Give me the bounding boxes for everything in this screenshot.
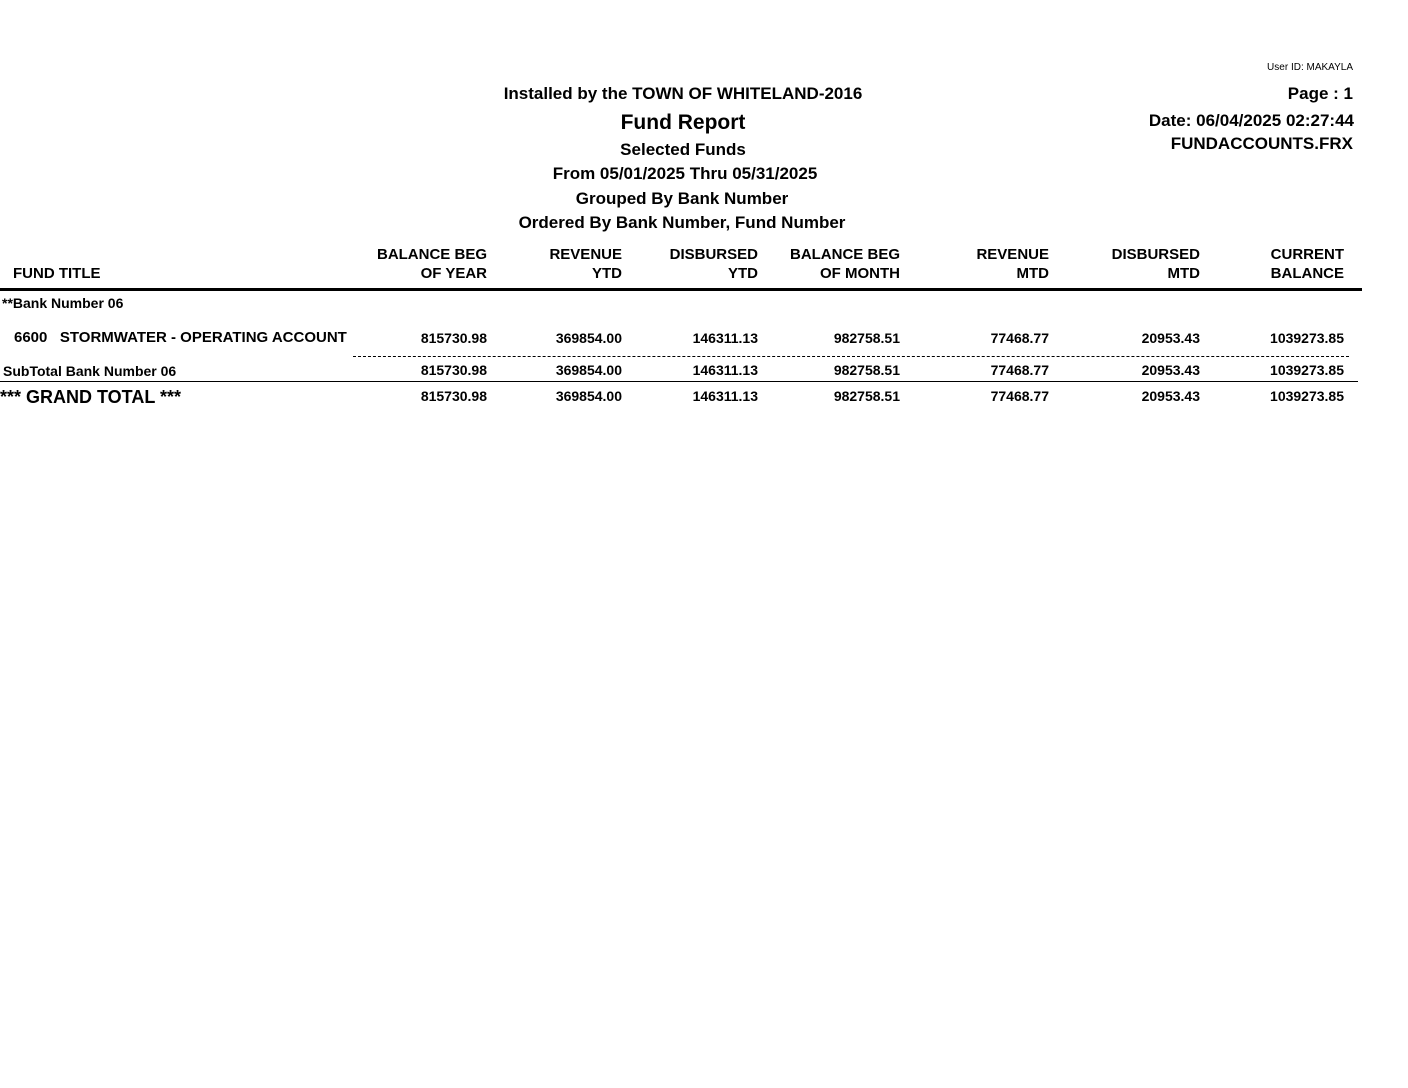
- page-number: Page : 1: [1287, 84, 1353, 103]
- subtotal-rev-mtd: 77468.77: [990, 362, 1049, 378]
- subtotal-bal-beg-month: 982758.51: [833, 362, 900, 378]
- fund-bal-beg-year: 815730.98: [420, 330, 487, 346]
- subtotal-rev-ytd: 369854.00: [555, 362, 622, 378]
- report-date: Date: 06/04/2025 02:27:44: [1148, 111, 1354, 130]
- subtotal-disb-ytd: 146311.13: [692, 362, 758, 378]
- form-name: FUNDACCOUNTS.FRX: [1170, 134, 1353, 153]
- col-disbursed-mtd: DISBURSED MTD: [1111, 246, 1200, 282]
- grouped-by: Grouped By Bank Number: [575, 189, 789, 208]
- selected-funds: Selected Funds: [620, 140, 746, 159]
- grand-bal-beg-year: 815730.98: [420, 388, 487, 404]
- fund-disb-ytd: 146311.13: [692, 330, 758, 346]
- group-label: **Bank Number 06: [2, 295, 124, 311]
- grand-total-label: *** GRAND TOTAL ***: [0, 387, 182, 407]
- fund-number: 6600: [14, 329, 48, 346]
- grand-bal-beg-month: 982758.51: [833, 388, 900, 404]
- grand-disb-ytd: 146311.13: [692, 388, 758, 404]
- col-fund-title: FUND TITLE: [13, 265, 101, 282]
- grand-rev-mtd: 77468.77: [990, 388, 1049, 404]
- subtotal-dash-rule: [353, 356, 1349, 357]
- fund-title: STORMWATER - OPERATING ACCOUNT: [59, 329, 347, 346]
- installed-by: Installed by the TOWN OF WHITELAND-2016: [503, 84, 863, 103]
- subtotal-disb-mtd: 20953.43: [1141, 362, 1200, 378]
- fund-rev-ytd: 369854.00: [555, 330, 622, 346]
- col-balance-beg-year: BALANCE BEG OF YEAR: [376, 246, 487, 282]
- grand-rev-ytd: 369854.00: [555, 388, 622, 404]
- subtotal-bal-beg-year: 815730.98: [420, 362, 487, 378]
- subtotal-current-balance: 1039273.85: [1270, 362, 1344, 378]
- grand-current-balance: 1039273.85: [1270, 388, 1344, 404]
- fund-rev-mtd: 77468.77: [990, 330, 1049, 346]
- fund-current-balance: 1039273.85: [1270, 330, 1344, 346]
- col-revenue-mtd: REVENUE MTD: [976, 246, 1049, 282]
- col-revenue-ytd: REVENUE YTD: [549, 246, 622, 282]
- fund-disb-mtd: 20953.43: [1141, 330, 1200, 346]
- grand-disb-mtd: 20953.43: [1141, 388, 1200, 404]
- col-balance-beg-month: BALANCE BEG OF MONTH: [789, 246, 900, 282]
- subtotal-label: SubTotal Bank Number 06: [3, 363, 177, 379]
- fund-row-title: [14, 329, 347, 346]
- col-current-balance: CURRENT BALANCE: [1270, 246, 1344, 282]
- fund-bal-beg-month: 982758.51: [833, 330, 900, 346]
- ordered-by: Ordered By Bank Number, Fund Number: [518, 213, 846, 232]
- grand-total-rule: [0, 381, 1358, 382]
- report-title: Fund Report: [620, 111, 746, 134]
- date-range: From 05/01/2025 Thru 05/31/2025: [552, 164, 818, 183]
- user-id: User ID: MAKAYLA: [1267, 62, 1353, 73]
- header-rule: [0, 288, 1362, 291]
- col-disbursed-ytd: DISBURSED YTD: [669, 246, 758, 282]
